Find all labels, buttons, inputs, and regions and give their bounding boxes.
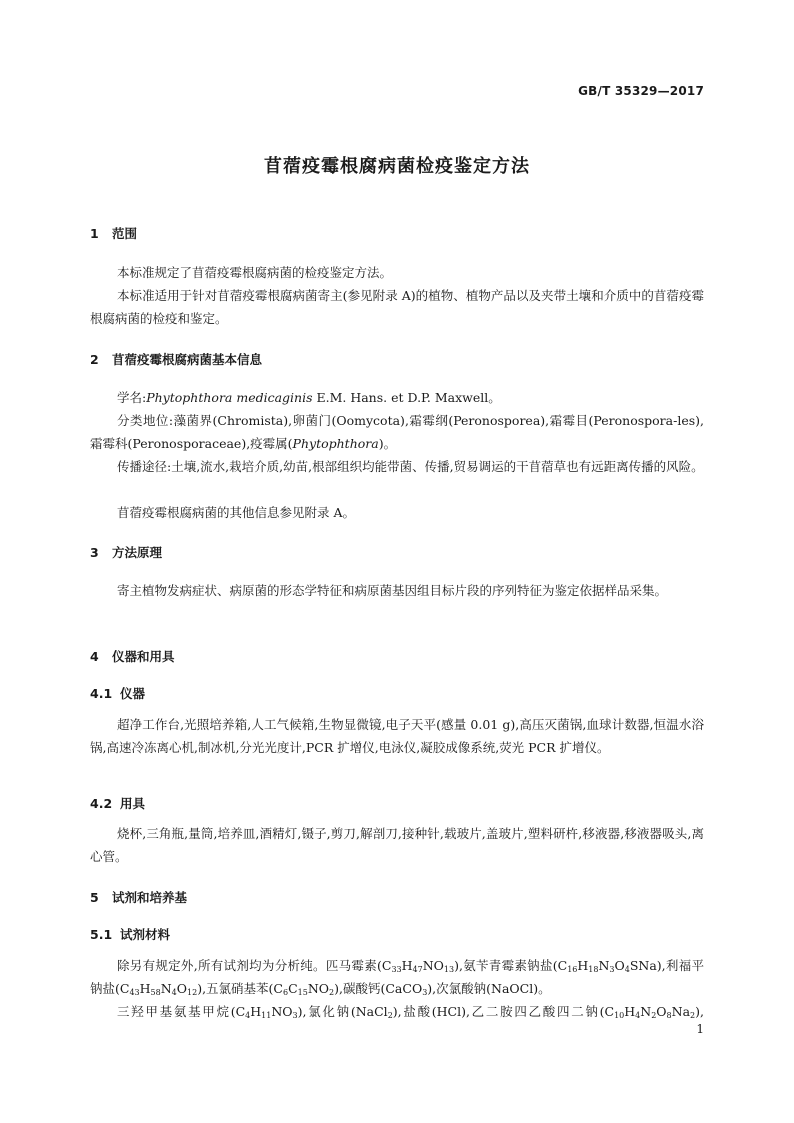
formula-text: SNa),利福平钠盐(C	[90, 958, 705, 996]
formula-subscript: 4	[245, 1011, 251, 1020]
section-2-taxonomy	[90, 409, 704, 455]
section-1-paragraph-1: 本标准规定了苜蓿疫霉根腐病菌的检疫鉴定方法。	[117, 265, 393, 280]
formula-subscript: 4	[635, 1011, 641, 1020]
formula-text: N	[160, 981, 172, 996]
section-5-heading	[90, 888, 187, 906]
subsection-number: 4.2	[90, 796, 113, 811]
formula-subscript: 2	[329, 988, 335, 997]
formula-subscript: 2	[387, 1011, 393, 1020]
sci-name-italic: Phytophthora medicaginis	[146, 390, 313, 405]
section-title: 范围	[112, 226, 138, 241]
formula-subscript: 16	[567, 965, 578, 974]
formula-subscript: 6	[283, 988, 289, 997]
section-1-heading	[90, 224, 137, 242]
formula-text: 三羟甲基氨基甲烷(C	[117, 1004, 246, 1019]
formula-text: ),	[695, 1004, 704, 1019]
subsection-title: 试剂材料	[120, 927, 171, 942]
section-number: 4	[90, 649, 99, 664]
section-1-paragraph-2: 本标准适用于针对苜蓿疫霉根腐病菌寄主(参见附录 A)的植物、植物产品以及夹带土壤和介质中的苜蓿疫霉根腐病菌的检疫和鉴定。	[90, 288, 704, 326]
formula-text: N	[640, 1004, 652, 1019]
sci-name-label: 学名:	[117, 390, 147, 405]
formula-text: ),氨苄青霉素钠盐(C	[454, 958, 568, 973]
formula-text: O	[176, 981, 188, 996]
subsection-number: 5.1	[90, 927, 113, 942]
section-2-scientific-name	[90, 386, 704, 409]
section-title: 方法原理	[112, 545, 163, 560]
formula-subscript: 4	[171, 988, 177, 997]
section-2-heading	[90, 350, 262, 368]
formula-text: H	[401, 958, 413, 973]
formula-text: ),盐酸(HCl),乙二胺四乙酸四二钠(C	[392, 1004, 615, 1019]
formula-text: ),次氯酸钠(NaOCl)。	[427, 981, 551, 996]
section-4-2-heading	[90, 794, 145, 812]
formula-text: NO	[422, 958, 444, 973]
formula-subscript: 47	[412, 965, 423, 974]
formula-subscript: 12	[187, 988, 198, 997]
formula-subscript: 3	[292, 1011, 298, 1020]
formula-subscript: 13	[443, 965, 455, 974]
formula-text: H	[624, 1004, 636, 1019]
formula-text: NO	[307, 981, 330, 996]
formula-subscript: 43	[129, 988, 140, 997]
subsection-title: 仪器	[120, 686, 146, 701]
section-title: 仪器和用具	[112, 649, 175, 664]
formula-subscript: 2	[690, 1011, 696, 1020]
formula-subscript: 15	[297, 988, 308, 997]
formula-text: O	[656, 1004, 667, 1019]
section-4-heading	[90, 647, 175, 665]
section-number: 3	[90, 545, 99, 560]
subsection-number: 4.1	[90, 686, 113, 701]
formula-subscript: 11	[261, 1011, 272, 1020]
formula-text: H	[250, 1004, 262, 1019]
formula-subscript: 3	[609, 965, 615, 974]
section-2-other-info: 苜蓿疫霉根腐病菌的其他信息参见附录 A。	[117, 505, 356, 520]
section-title: 苜蓿疫霉根腐病菌基本信息	[112, 352, 263, 367]
section-number: 5	[90, 890, 99, 905]
section-4-1-paragraph: 超净工作台,光照培养箱,人工气候箱,生物显微镜,电子天平(感量 0.01 g),高压灭菌锅,血球计数器,恒温水浴锅,高速冷冻离心机,制冰机,分光光度计,PCR 扩增仪,电泳仪,凝胶成像系统,荧光 PCR 扩增仪。	[90, 717, 704, 755]
formula-text: Na	[671, 1004, 691, 1019]
section-number: 1	[90, 226, 99, 241]
formula-text: ),碳酸钙(CaCO	[334, 981, 423, 996]
section-4-1-heading	[90, 684, 145, 702]
taxonomy-end: )。	[378, 436, 397, 451]
formula-text: 除另有规定外,所有试剂均为分析纯。匹马霉素(C	[117, 958, 392, 973]
section-5-1-paragraph-2	[90, 1000, 704, 1023]
section-number: 2	[90, 352, 99, 367]
formula-subscript: 58	[150, 988, 161, 997]
taxonomy-text: 分类地位:藻菌界(Chromista),卵菌门(Oomycota),霜霉纲(Peronosporea),霜霉目(Peronospora-les),霜霉科(Peronosporaceae),疫霉属(	[90, 413, 704, 451]
formula-text: O	[614, 958, 625, 973]
formula-subscript: 8	[666, 1011, 672, 1020]
section-4-2-paragraph: 烧杯,三角瓶,量筒,培养皿,酒精灯,镊子,剪刀,解剖刀,接种针,载玻片,盖玻片,塑料研杵,移液器,移液器吸头,离心管。	[90, 826, 704, 864]
formula-subscript: 33	[391, 965, 402, 974]
section-3-paragraph-1: 寄主植物发病症状、病原菌的形态学特征和病原菌基因组目标片段的序列特征为鉴定依据样品采集。	[117, 583, 668, 598]
sci-name-author: E.M. Hans. et D.P. Maxwell。	[312, 390, 501, 405]
formula-text: N	[598, 958, 610, 973]
section-5-1-heading	[90, 925, 170, 943]
formula-text: H	[577, 958, 589, 973]
section-3-heading	[90, 543, 162, 561]
document-title: 苜蓿疫霉根腐病菌检疫鉴定方法	[264, 156, 530, 177]
formula-text: H	[139, 981, 151, 996]
formula-subscript: 4	[624, 965, 630, 974]
section-title: 试剂和培养基	[112, 890, 188, 905]
formula-subscript: 10	[614, 1011, 625, 1020]
subsection-title: 用具	[120, 796, 146, 811]
formula-subscript: 18	[588, 965, 599, 974]
formula-text: ),氯化钠(NaCl	[297, 1004, 388, 1019]
formula-text: NO	[271, 1004, 293, 1019]
section-5-1-paragraph-1	[90, 954, 704, 1000]
standard-code: GB/T 35329—2017	[578, 84, 704, 98]
page-number: 1	[696, 1022, 704, 1036]
section-2-transmission: 传播途径:土壤,流水,栽培介质,幼苗,根部组织均能带菌、传播,贸易调运的干苜蓿草也有远距离传播的风险。	[117, 459, 704, 474]
formula-text: ),五氯硝基苯(C	[197, 981, 283, 996]
formula-subscript: 2	[651, 1011, 657, 1020]
formula-subscript: 3	[422, 988, 428, 997]
formula-text: C	[288, 981, 298, 996]
taxonomy-genus: Phytophthora	[292, 436, 379, 451]
